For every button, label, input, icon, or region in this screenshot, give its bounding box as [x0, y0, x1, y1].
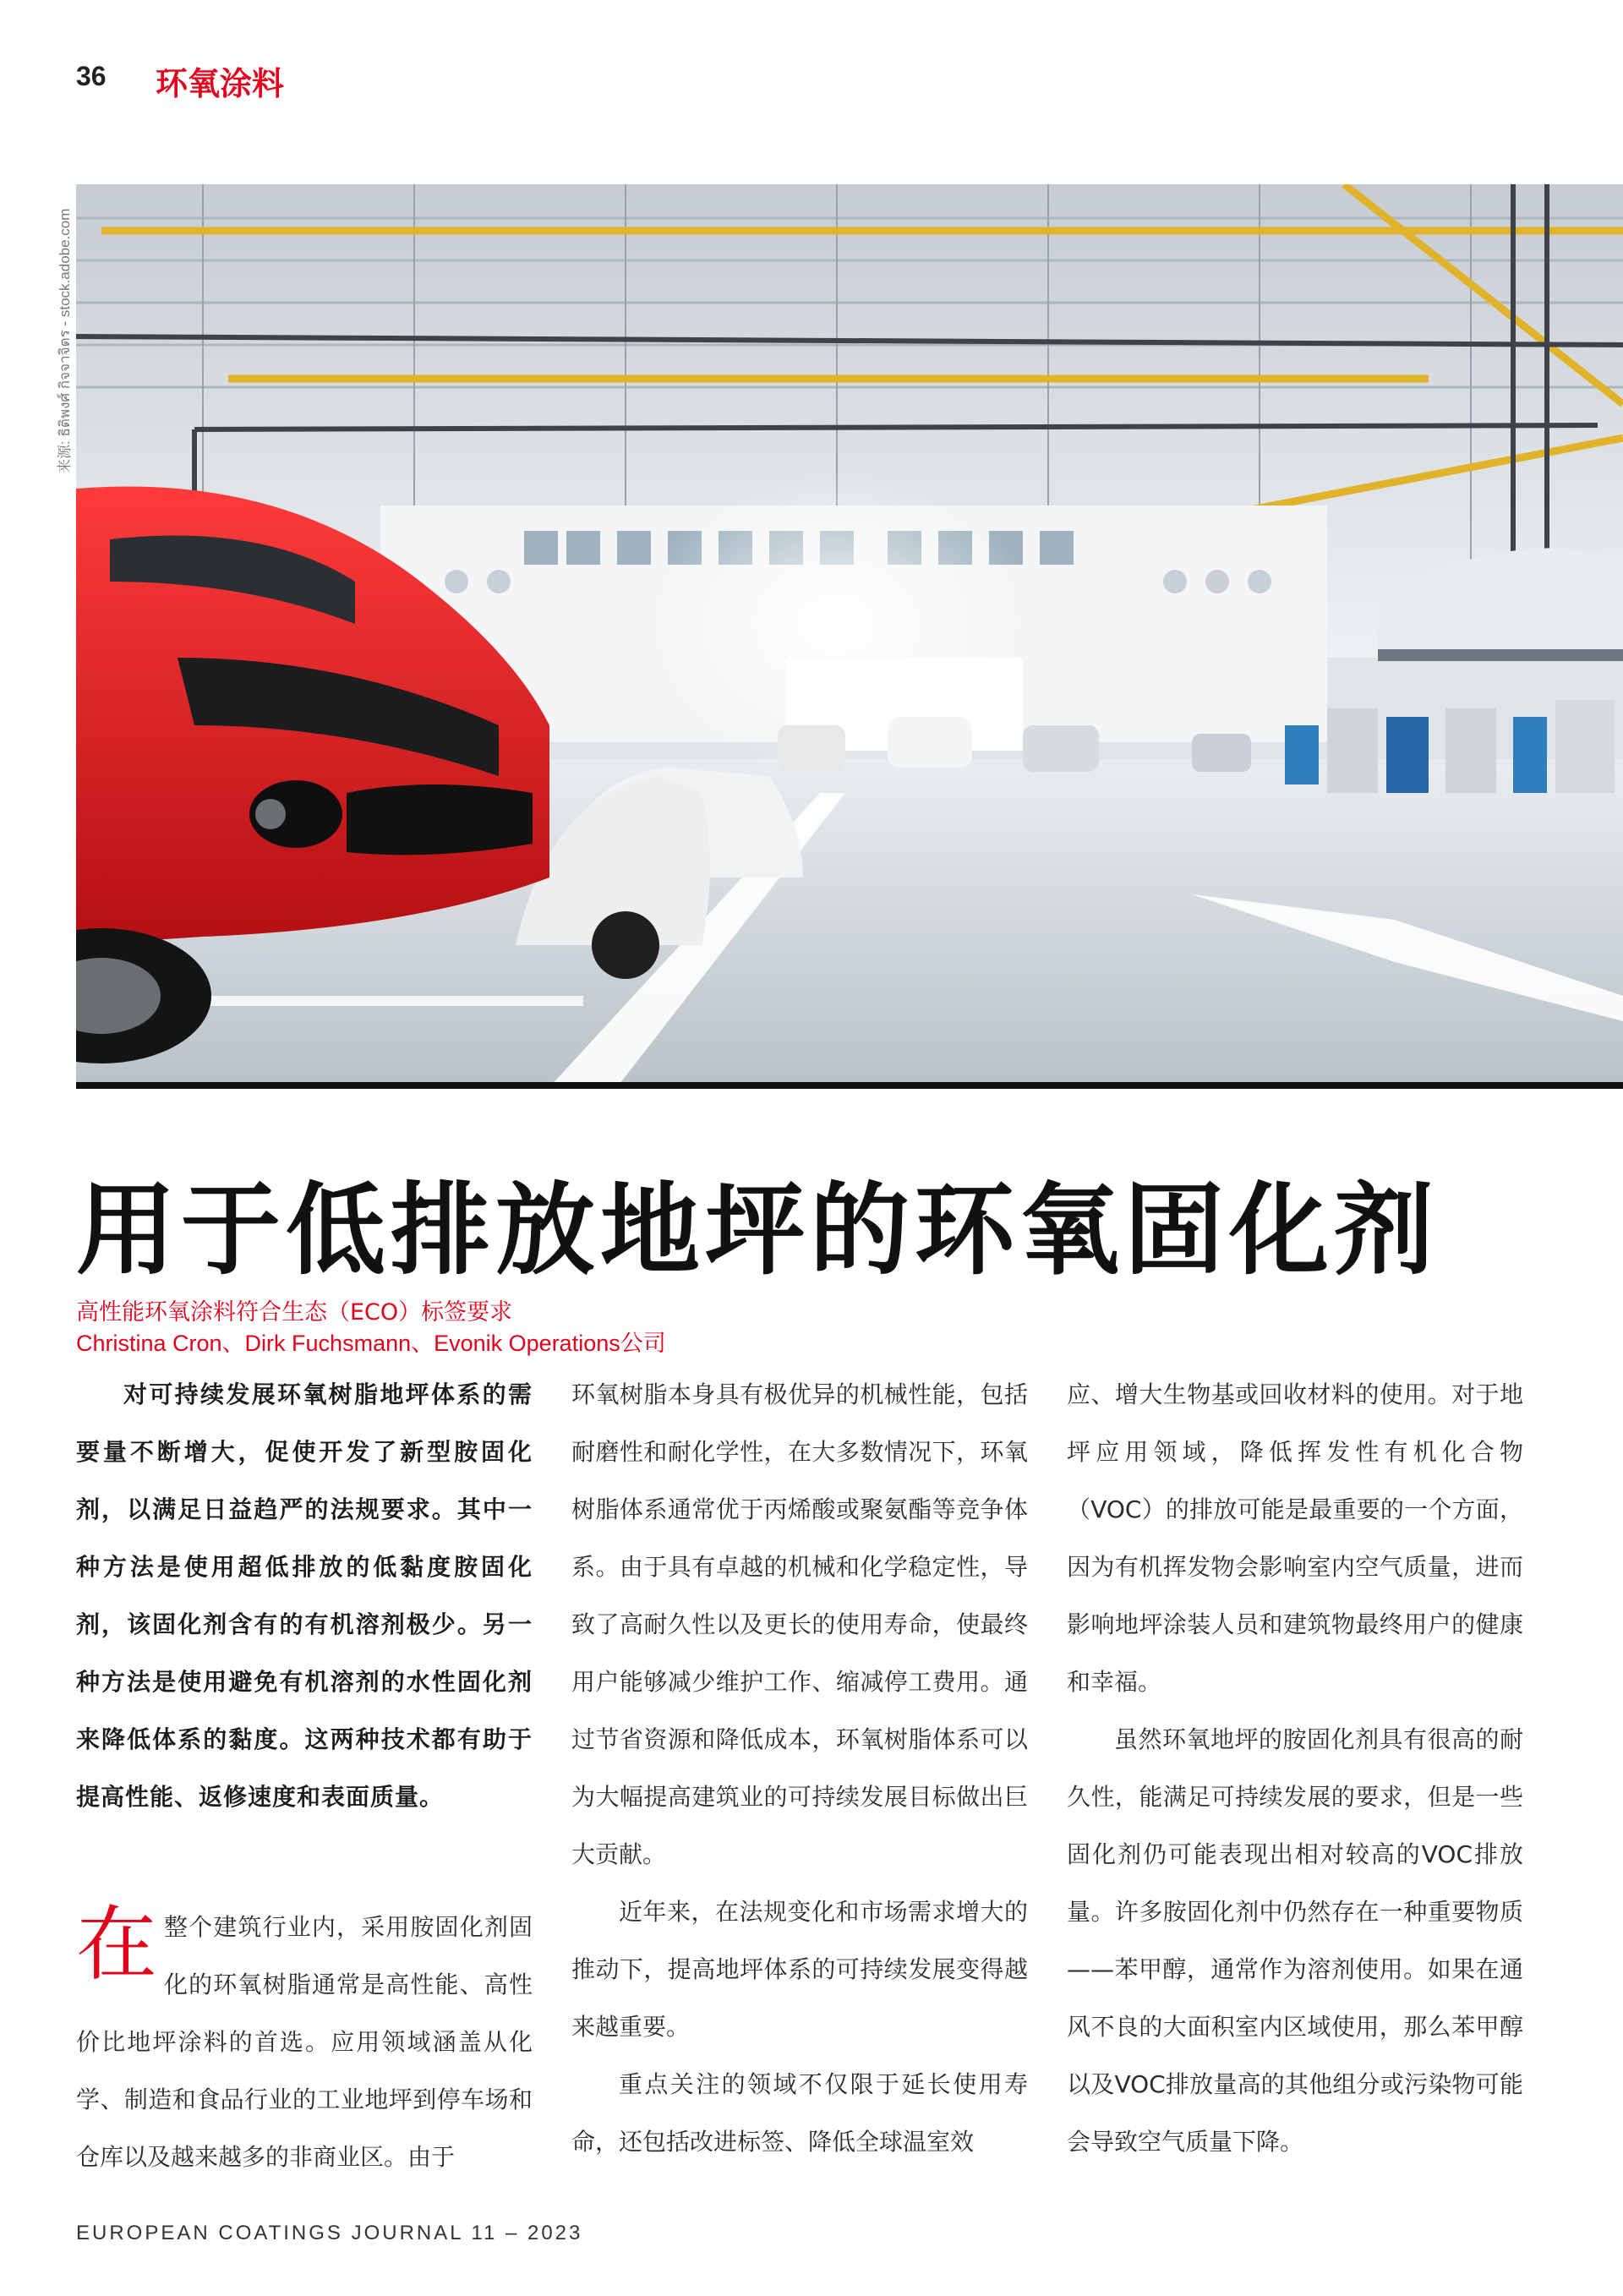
body-paragraph-1	[76, 1899, 533, 2186]
photo-credit	[52, 186, 74, 473]
garage-illustration	[76, 184, 1623, 1087]
article-title: 用于低排放地坪的环氧固化剂	[76, 1172, 1440, 1288]
body-paragraph-1-text: 整个建筑行业内，采用胺固化剂固化的环氧树脂通常是高性能、高性价比地坪涂料的首选。应用领域涵盖从化学、制造和食品行业的工业地坪到停车场和仓库以及越来越多的非商业区。由于	[76, 1913, 533, 2171]
hero-image	[76, 184, 1623, 1087]
section-label: 环氧涂料	[156, 65, 285, 102]
body-paragraph-6: 虽然环氧地坪的胺固化剂具有很高的耐久性，能满足可持续发展的要求，但是一些固化剂仍可能表现出相对较高的VOC排放量。许多胺固化剂中仍然存在一种重要物质——苯甲醇，通常作为溶剂使用。如果在通风不良的大面积室内区域使用，那么苯甲醇以及VOC排放量高的其他组分或污染物可能会导致空气质量下降。	[1067, 1725, 1523, 2156]
body-paragraph-2: 环氧树脂本身具有极优异的机械性能，包括耐磨性和耐化学性，在大多数情况下，环氧树脂体系通常优于丙烯酸或聚氨酯等竞争体系。由于具有卓越的机械和化学稳定性，导致了高耐久性以及更长的使用寿命，使最终用户能够减少维护工作、缩减停工费用。通过节省资源和降低成本，环氧树脂体系可以为大幅提高建筑业的可持续发展目标做出巨大贡献。	[571, 1380, 1028, 1868]
column-1	[76, 1366, 533, 2186]
hero-divider	[76, 1082, 1623, 1089]
drop-cap: 在	[76, 1897, 157, 1992]
article-intro: 对可持续发展环氧树脂地坪体系的需要量不断增大，促使开发了新型胺固化剂，以满足日益趋严的法规要求。其中一种方法是使用超低排放的低黏度胺固化剂，该固化剂含有的有机溶剂极少。另一种方法是使用避免有机溶剂的水性固化剂来降低体系的黏度。这两种技术都有助于提高性能、返修速度和表面质量。	[76, 1380, 533, 1811]
column-3	[1067, 1366, 1523, 2171]
page-number: 36	[76, 61, 107, 91]
article-byline: Christina Cron、Dirk Fuchsmann、Evonik Operations公司	[76, 1331, 666, 1356]
photo-credit-text: 来源: ธิติพงศ์ กิจจาจิตร - stock.adobe.com	[57, 208, 73, 473]
body-paragraph-5: 应、增大生物基或回收材料的使用。对于地坪应用领域，降低挥发性有机化合物（VOC）的排放可能是最重要的一个方面，因为有机挥发物会影响室内空气质量，进而影响地坪涂装人员和建筑物最终用户的健康和幸福。	[1067, 1380, 1523, 1696]
journal-footer: EUROPEAN COATINGS JOURNAL 11 – 2023	[76, 2222, 583, 2244]
body-paragraph-4: 重点关注的领域不仅限于延长使用寿命，还包括改进标签、降低全球温室效	[571, 2070, 1028, 2156]
column-2	[571, 1366, 1028, 2171]
article-subtitle: 高性能环氧涂料符合生态（ECO）标签要求	[76, 1299, 513, 1326]
body-paragraph-3: 近年来，在法规变化和市场需求增大的推动下，提高地坪体系的可持续发展变得越来越重要。	[571, 1898, 1028, 2041]
